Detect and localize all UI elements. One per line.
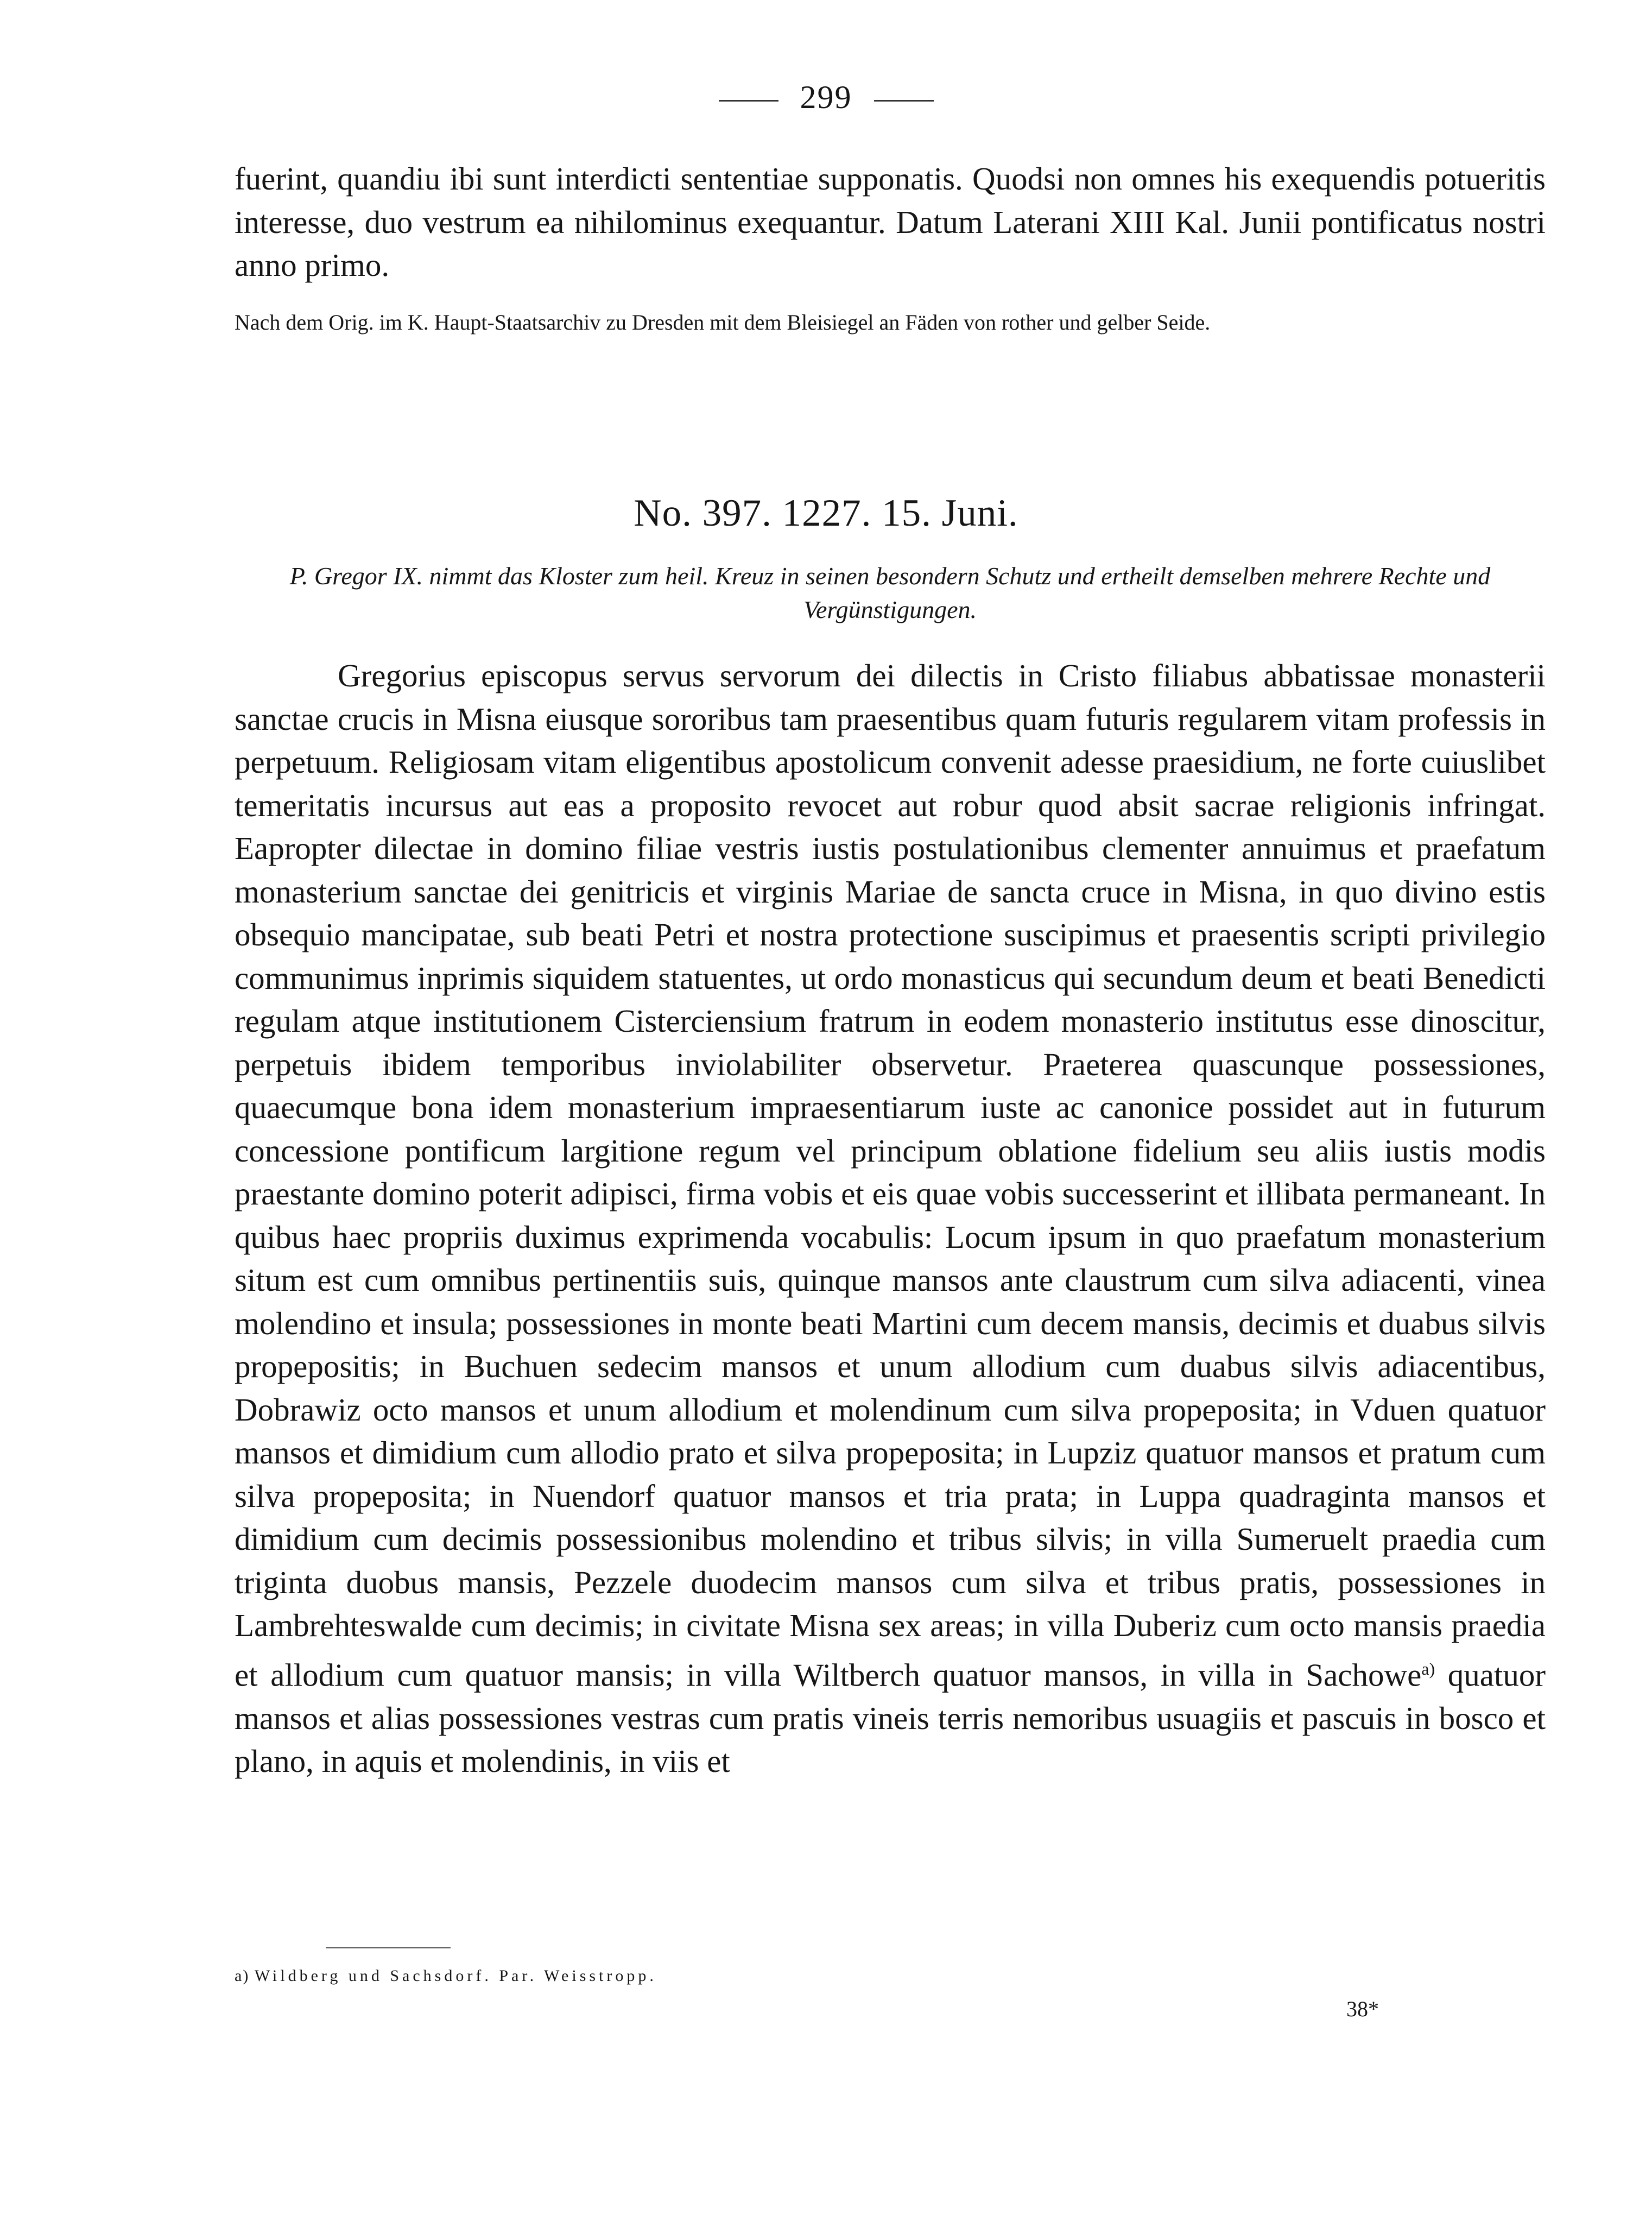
charter-text [235, 654, 1546, 1783]
page-header [0, 79, 1652, 116]
document-heading: No. 397. 1227. 15. Juni. [634, 492, 1018, 534]
previous-document-end [235, 157, 1546, 287]
previous-document-text: fuerint, quandiu ibi sunt interdicti sententiae supponatis. Quodsi non omnes his exequendis potueritis interesse, duo vestrum ea nihilominus exequantur. Datum Laterani XIII Kal. Junii pontificatus nostri anno primo. [235, 161, 1546, 283]
charter-text-continued: quatuor mansos et alias possessiones vestras cum pratis vineis terris nemoribus usuagiis et pascuis in bosco et plano, in aquis et molendinis, in viis et [235, 1657, 1546, 1779]
footnote-reference: a) [1421, 1658, 1435, 1678]
footnote-marker: a) [235, 1967, 250, 1985]
footnote-text: Wildberg und Sachsdorf. Par. Weisstropp. [254, 1967, 657, 1985]
header-dash-left [719, 100, 778, 102]
header-dash-right [874, 100, 934, 102]
document-summary: P. Gregor IX. nimmt das Kloster zum heil. Kreuz in seinen besondern Schutz und ertheilt demselben mehrere Rechte und Vergünstigungen. [289, 562, 1491, 623]
footnote [235, 1967, 657, 1985]
signature-mark: 38* [1346, 1997, 1379, 2021]
source-note-block [235, 308, 1546, 337]
source-note: Nach dem Orig. im K. Haupt-Staatsarchiv zu Dresden mit dem Bleisiegel an Fäden von rother und gelber Seide. [235, 310, 1211, 335]
footnote-rule [326, 1947, 451, 1948]
document-body [235, 654, 1546, 1783]
page-number: 299 [800, 79, 852, 115]
charter-text-main: Gregorius episcopus servus servorum dei dilectis in Cristo filiabus abbatissae monasterii sanctae crucis in Misna eiusque sororibus tam praesentibus quam futuris regularem vitam professis in perpetuum. Religiosam vitam eligentibus apostolicum convenit adesse praesidium, ne forte cuiuslibet temeritatis incursus aut eas a proposito revocet aut robur quod absit sacrae religionis infringat. Eapropter dilectae in domino filiae vestris iustis postulationibus clementer annuimus et praefatum monasterium sanctae dei genitricis et virginis Mariae de sancta cruce in Misna, in quo divino estis obsequio mancipatae, sub beati Petri et nostra protectione suscipimus et praesentis scripti privilegio communimus inprimis siquidem statuentes, ut ordo monasticus qui secundum deum et beati Benedicti regulam atque institutionem Cisterciensium fratrum in eodem monasterio institutus esse dinoscitur, perpetuis ibidem temporibus inviolabiliter observetur. Praeterea quascunque possessiones, quaecumque bona idem monasterium impraesentiarum iuste ac canonice possidet aut in futurum concessione pontificum largitione regum vel principum oblatione fidelium seu aliis iustis modis praestante domino poterit adipisci, firma vobis et eis quae vobis successerint et illibata permaneant. In quibus haec propriis duximus exprimenda vocabulis: Locum ipsum in quo praefatum monasterium situm est cum omnibus pertinentiis suis, quinque mansos ante claustrum cum silva adiacenti, vinea molendino et insula; possessiones in monte beati Martini cum decem mansis, decimis et duabus silvis propepositis; in Buchuen sedecim mansos et unum allodium cum duabus silvis adiacentibus, Dobrawiz octo mansos et unum allodium et molendinum cum silva propeposita; in Vduen quatuor mansos et dimidium cum allodio prato et silva propeposita; in Lupziz quatuor mansos et pratum cum silva propeposita; in Nuendorf quatuor mansos et tria prata; in Luppa quadraginta mansos et dimidium cum decimis possessionibus molendino et tribus silvis; in villa Sumeruelt praedia cum triginta duobus mansis, Pezzele duodecim mansos cum silva et tribus pratis, possessiones in Lambrehteswalde cum decimis; in civitate Misna sex areas; in villa Duberiz cum octo mansis praedia et allodium cum quatuor mansis; in villa Wiltberch quatuor mansos, in villa in Sachowe [235, 658, 1546, 1693]
